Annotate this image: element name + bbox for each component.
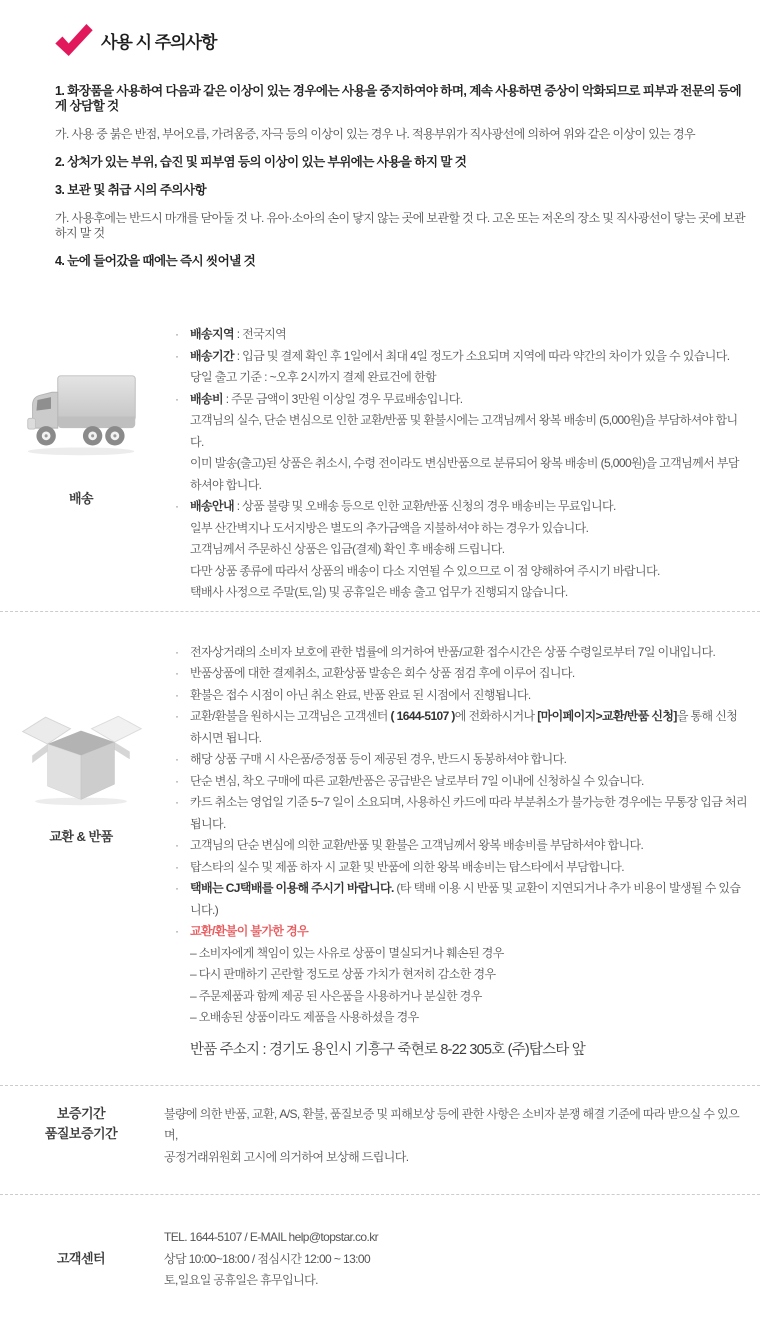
shipping-section-left (0, 324, 162, 604)
text-line (162, 878, 748, 921)
text-line (55, 84, 746, 114)
bullet-marker: · (175, 499, 179, 513)
text-content: – 다시 판매하기 곤란할 정도로 상품 가치가 현저히 감소한 경우 (190, 967, 496, 981)
text-content: 고객님의 실수, 단순 변심으로 인한 교환/반품 및 환불시에는 고객님께서 왕복 배송비 (5,000원)을 부담하셔야 합니다. (190, 413, 738, 449)
text-line (162, 1007, 748, 1029)
text-line (162, 496, 748, 518)
text-line (162, 857, 748, 879)
text-content: 일부 산간벽지나 도서지방은 별도의 추가금액을 지불하셔야 하는 경우가 있습니다. (190, 520, 589, 535)
text-content: 택배는 CJ택배를 이용해 주시기 바랍니다. (타 택배 이용 시 반품 및 교환이 지연되거나 추가 비용이 발생될 수 있습니다.) (190, 881, 741, 917)
text-content: 배송기간 : 입금 및 결제 확인 후 1일에서 최대 4일 정도가 소요되며 지역에 따라 약간의 차이가 있을 수 있습니다. (190, 348, 730, 363)
text-line (55, 254, 746, 269)
text-line (162, 749, 748, 771)
text-line (162, 792, 748, 835)
text-line (55, 155, 746, 170)
exchange-return-label: 교환 & 반품 (49, 828, 113, 844)
text-content: 배송지역 : 전국지역 (190, 327, 287, 341)
bullet-marker: · (175, 644, 179, 659)
exchange-return-details (162, 642, 760, 1061)
bullet-marker: · (175, 924, 179, 938)
text-content: 가. 사용 중 붉은 반점, 부어오름, 가려움증, 자극 등의 이상이 있는 경우 나. 적용부위가 직사광선에 의하여 위와 같은 이상이 있는 경우 (55, 127, 695, 141)
text-line (162, 1227, 748, 1249)
text-line (162, 663, 748, 685)
text-content: – 소비자에게 책임이 있는 사유로 상품이 멸실되거나 훼손된 경우 (190, 945, 504, 960)
text-line (162, 1104, 748, 1147)
customer-center-label: 고객센터 (56, 1251, 106, 1266)
text-content: 교환/환불이 불가한 경우 (190, 924, 309, 938)
bullet-marker: · (175, 348, 179, 363)
text-content: 카드 취소는 영업일 기준 5~7 일이 소요되며, 사용하신 카드에 따라 부분취소가 불가능한 경우에는 무통장 입금 처리됩니다. (190, 795, 747, 831)
text-line (162, 324, 748, 346)
text-content: TEL. 1644-5107 / E-MAIL help@topstar.co.kr (164, 1230, 378, 1244)
text-line (162, 561, 748, 583)
text-line (162, 642, 748, 664)
text-line (55, 211, 746, 241)
text-content: 공정거래위원회 고시에 의거하여 보상해 드립니다. (164, 1149, 409, 1164)
text-content: 택배사 사정으로 주말(토,일) 및 공휴일은 배송 출고 업무가 진행되지 않습니다. (190, 585, 568, 599)
usage-title-row (55, 24, 746, 56)
customer-center-details (162, 1227, 760, 1292)
bullet-marker: · (175, 838, 179, 852)
text-content: 당일 출고 기준 : ~오후 2시까지 결제 완료건에 한함 (190, 370, 436, 384)
text-line (162, 410, 748, 453)
warranty-section (0, 1086, 760, 1195)
bullet-marker: · (175, 752, 179, 766)
bullet-marker: · (175, 666, 179, 680)
text-line (162, 1249, 748, 1271)
text-content: 4. 눈에 들어갔을 때에는 즉시 씻어낼 것 (55, 254, 256, 268)
text-line (162, 1147, 748, 1169)
text-content: 고객님의 단순 변심에 의한 교환/반품 및 환불은 고객님께서 왕복 배송비를 부담하셔야 합니다. (190, 838, 644, 852)
text-line (162, 771, 748, 793)
text-content: 배송안내 : 상품 불량 및 오배송 등으로 인한 교환/반품 신청의 경우 배송비는 무료입니다. (190, 499, 616, 513)
bullet-marker: · (175, 327, 179, 341)
text-content: 환불은 접수 시점이 아닌 취소 완료, 반품 완료 된 시점에서 진행됩니다. (190, 687, 531, 702)
exchange-return-section (0, 612, 760, 1085)
text-line (162, 453, 748, 496)
text-line (162, 346, 748, 368)
bullet-marker: · (175, 773, 179, 788)
text-content: 반품상품에 대한 결제취소, 교환상품 발송은 회수 상품 점검 후에 이루어 집니다. (190, 666, 575, 680)
text-line (162, 835, 748, 857)
warranty-section-left (0, 1104, 162, 1169)
text-content: 배송비 : 주문 금액이 3만원 이상일 경우 무료배송입니다. (190, 391, 463, 406)
text-content: 상담 10:00~18:00 / 점심시간 12:00 ~ 13:00 (164, 1251, 371, 1266)
text-line (162, 1270, 748, 1292)
exchange-return-section-left (0, 642, 162, 1061)
text-line (162, 539, 748, 561)
section-title: 사용 시 주의사항 (101, 32, 217, 52)
text-line (162, 367, 748, 389)
text-line (55, 183, 746, 198)
text-content: – 오배송된 상품이라도 제품을 사용하셨을 경우 (190, 1010, 419, 1024)
shipping-details (162, 324, 760, 604)
text-content: 토,일요일 공휴일은 휴무입니다. (164, 1273, 318, 1287)
text-content: 고객님께서 주문하신 상품은 입금(결제) 확인 후 배송해 드립니다. (190, 542, 505, 556)
open-box-icon (18, 700, 144, 810)
usage-precautions-section (0, 0, 760, 269)
bullet-marker: · (175, 709, 179, 723)
text-content: 전자상거래의 소비자 보호에 관한 법률에 의거하여 반품/교환 접수시간은 상품 수령일로부터 7일 이내입니다. (190, 644, 716, 659)
text-line (162, 964, 748, 986)
text-content: – 주문제품과 함께 제공 된 사은품을 사용하거나 분실한 경우 (190, 988, 482, 1003)
text-content: 탑스타의 실수 및 제품 하자 시 교환 및 반품에 의한 왕복 배송비는 탑스타에서 부담합니다. (190, 859, 624, 874)
warranty-label-line2: 품질보증기간 (44, 1125, 118, 1141)
text-content: 가. 사용후에는 반드시 마개를 닫아둘 것 나. 유아·소아의 손이 닿지 않는 곳에 보관할 것 다. 고온 또는 저온의 장소 및 직사광선이 닿는 곳에 보관하지 말 것 (55, 211, 746, 240)
bullet-marker: · (175, 687, 179, 702)
text-content: 1. 화장품을 사용하여 다음과 같은 이상이 있는 경우에는 사용을 중지하여야 하며, 계속 사용하면 증상이 악화되므로 피부과 전문의 등에게 상담할 것 (55, 84, 742, 113)
customer-center-section-left (0, 1227, 162, 1292)
truck-icon (22, 370, 140, 462)
usage-note-list (55, 84, 746, 269)
text-line (162, 389, 748, 411)
text-line (162, 1040, 748, 1061)
check-icon (55, 24, 93, 56)
text-content: 교환/환불을 원하시는 고객님은 고객센터 ( 1644-5107 )에 전화하시거나 [마이페이지>교환/반품 신청]을 통해 신청하시면 됩니다. (190, 709, 738, 745)
text-content: 해당 상품 구매 시 사은품/증정품 등이 제공된 경우, 반드시 동봉하셔야 합니다. (190, 752, 567, 766)
bullet-marker: · (175, 391, 179, 406)
text-content: 불량에 의한 반품, 교환, A/S, 환불, 품질보증 및 피해보상 등에 관한 사항은 소비자 분쟁 해결 기준에 따라 받으실 수 있으며, (164, 1106, 740, 1142)
text-content: 단순 변심, 착오 구매에 따른 교환/반품은 공급받은 날로부터 7일 이내에 신청하실 수 있습니다. (190, 773, 644, 788)
shipping-section (0, 324, 760, 604)
text-content: 3. 보관 및 취급 시의 주의사항 (55, 183, 207, 197)
text-content: 반품 주소지 : 경기도 용인시 기흥구 죽현로 8-22 305호 (주)탑스타 앞 (190, 1041, 585, 1058)
text-line (162, 921, 748, 943)
shipping-label: 배송 (68, 491, 94, 506)
bullet-marker: · (175, 859, 179, 874)
text-line (162, 706, 748, 749)
customer-center-section (0, 1195, 760, 1332)
bullet-marker: · (175, 795, 179, 809)
text-line (55, 127, 746, 142)
text-line (162, 582, 748, 604)
text-line (162, 518, 748, 540)
text-line (162, 943, 748, 965)
text-content: 이미 발송(출고)된 상품은 취소시, 수령 전이라도 변심반품으로 분류되어 왕복 배송비 (5,000원)을 고객님께서 부담하셔야 합니다. (190, 456, 739, 492)
text-line (162, 685, 748, 707)
text-content: 다만 상품 종류에 따라서 상품의 배송이 다소 지연될 수 있으므로 이 점 양해하여 주시기 바랍니다. (190, 563, 660, 578)
bullet-marker: · (175, 881, 179, 895)
warranty-label-line1: 보증기간 (56, 1105, 106, 1121)
text-content: 2. 상처가 있는 부위, 습진 및 피부염 등의 이상이 있는 부위에는 사용을 하지 말 것 (55, 155, 467, 169)
warranty-details (162, 1104, 760, 1169)
text-line (162, 986, 748, 1008)
